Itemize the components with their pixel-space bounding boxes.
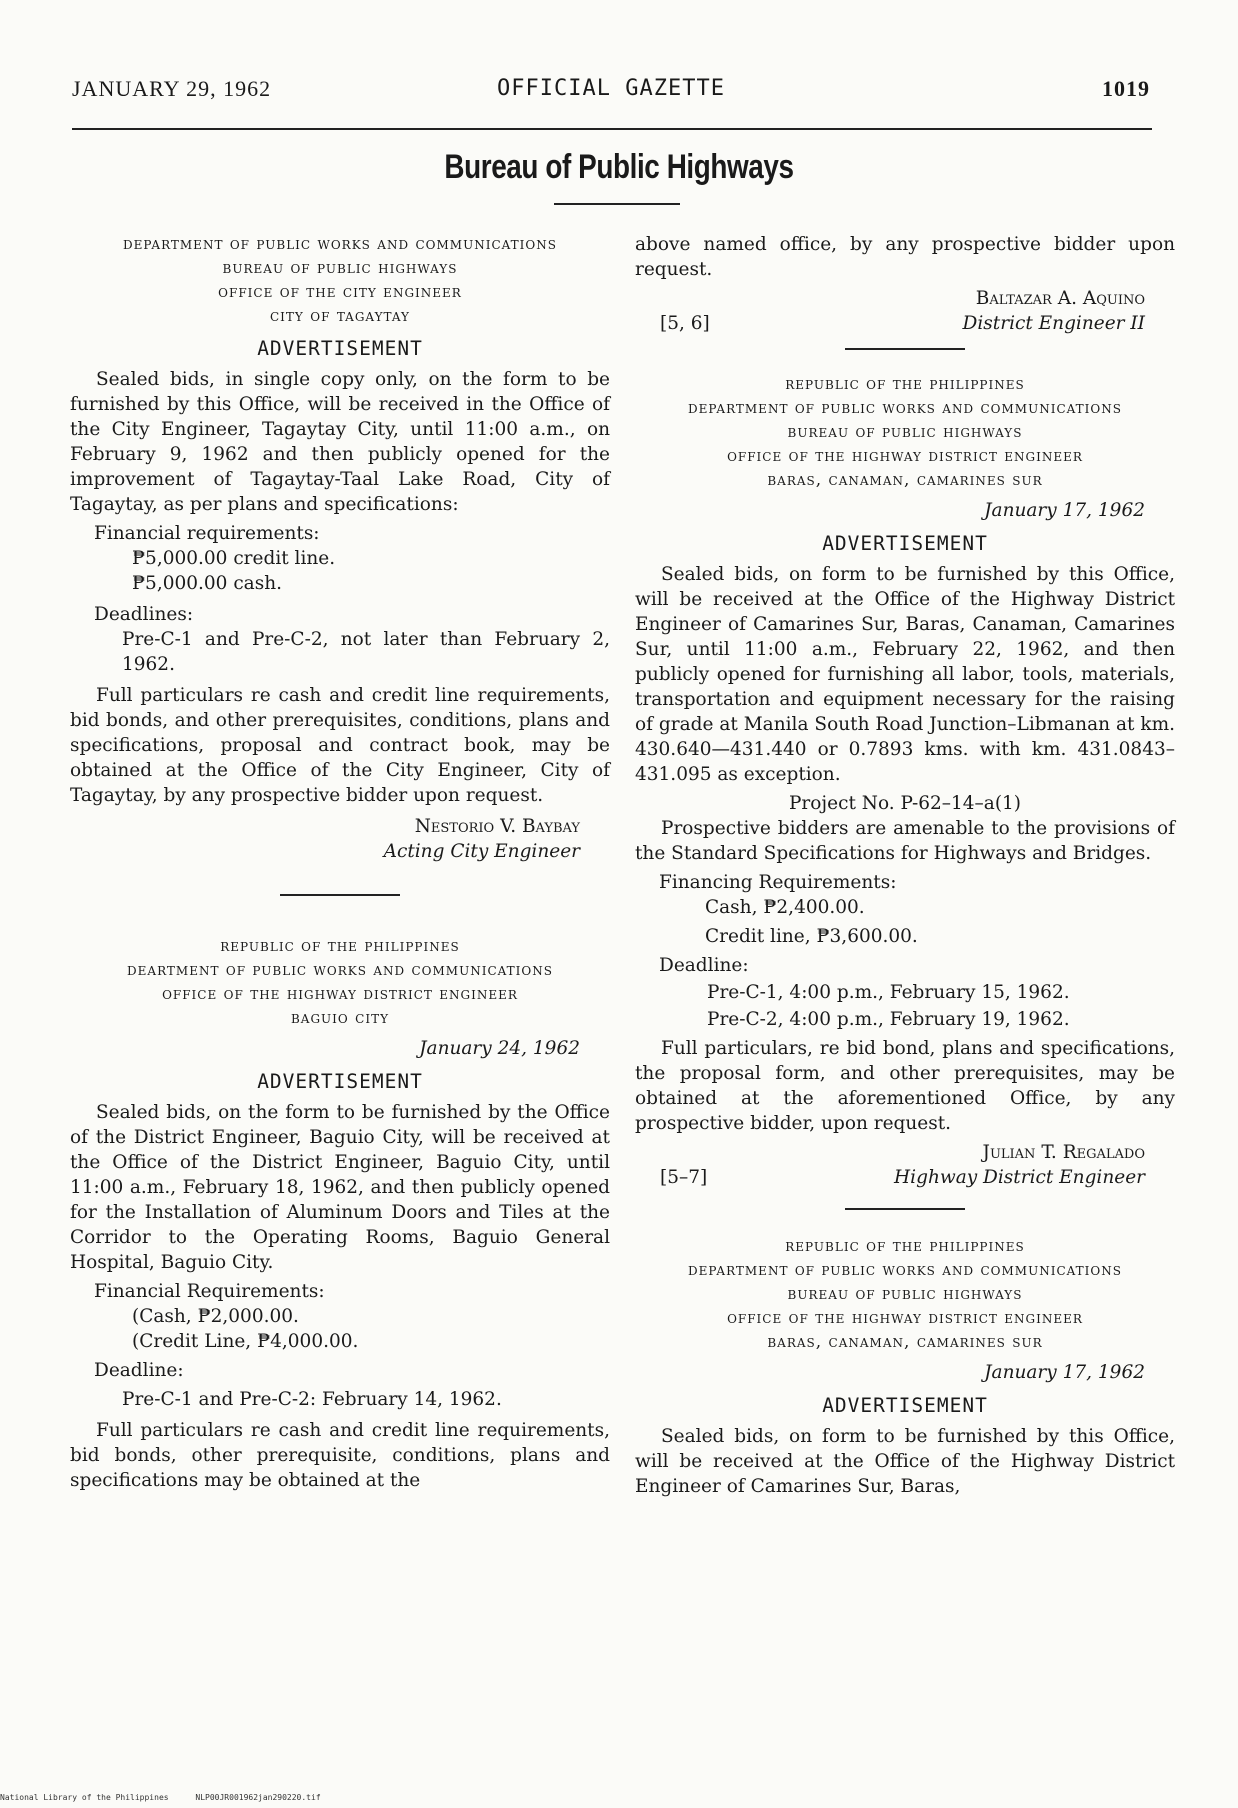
header-rule xyxy=(72,128,1152,130)
ad4-title: ADVERTISEMENT xyxy=(822,1394,988,1417)
header-date: JANUARY 29, 1962 xyxy=(72,76,272,101)
ad1-signature-name: Nestorio V. Baybay xyxy=(414,816,580,837)
ad3-financing-item: Credit line, ₱3,600.00. xyxy=(705,926,918,947)
ad3-dept-line: department of public works and communications xyxy=(688,398,1122,418)
ad2-body: Sealed bids, on the form to be furnished by the Office of the District Engineer, Baguio City, will be received at the Office of the District Engineer, Baguio City, until 11:00 a.m., February 18, 1962, and then publicly opened for the Installation of Aluminum Doors and Tiles at the Corridor to the Operating Rooms, Baguio General Hospital, Baguio City. xyxy=(70,1102,610,1273)
ad1-financial-item: ₱5,000.00 credit line. xyxy=(132,548,336,569)
ad3-financing-item: Cash, ₱2,400.00. xyxy=(705,897,865,918)
ad2-signature-line xyxy=(635,311,1175,336)
ad2-body-2: Full particulars re cash and credit line requirements, bid bonds, other prerequisite, conditions, plans and specifications may be obtained at the xyxy=(70,1420,610,1491)
ad1-dept-line: bureau of public highways xyxy=(222,258,458,278)
ad4-dept-line: office of the highway district engineer xyxy=(727,1308,1083,1328)
ad3-dept-line: bureau of public highways xyxy=(787,422,1023,442)
ad4-dept-line: bureau of public highways xyxy=(787,1284,1023,1304)
divider xyxy=(280,894,400,896)
ad2-signature-name: Baltazar A. Aquino xyxy=(975,288,1145,309)
ad2-financial-label: Financial Requirements: xyxy=(94,1281,325,1302)
ad4-dept-line: baras, canaman, camarines sur xyxy=(767,1332,1043,1352)
right-column xyxy=(635,232,1175,1503)
ad3-deadline-item: Pre-C-2, 4:00 p.m., February 19, 1962. xyxy=(707,1009,1070,1030)
footer-library: National Library of the Philippines xyxy=(0,1793,169,1802)
ad4-dept-line: department of public works and communications xyxy=(688,1260,1122,1280)
ad2-reference: [5, 6] xyxy=(660,313,710,334)
ad3-dept-line: republic of the philippines xyxy=(785,374,1025,394)
ad2-continued-body: above named office, by any prospective bidder upon request. xyxy=(635,234,1175,280)
ad1-title: ADVERTISEMENT xyxy=(257,337,423,360)
header-gazette-title: OFFICIAL GAZETTE xyxy=(497,76,725,101)
ad1-dept-line: department of public works and communications xyxy=(123,234,557,254)
ad2-financial-item: (Cash, ₱2,000.00. xyxy=(132,1306,299,1327)
header-page-number: 1019 xyxy=(1102,76,1150,101)
ad2-financial-item: (Credit Line, ₱4,000.00. xyxy=(132,1331,359,1352)
ad3-signature-name: Julian T. Regalado xyxy=(982,1142,1145,1163)
ad1-deadline-label: Deadlines: xyxy=(94,604,194,625)
ad1-financial-label: Financial requirements: xyxy=(94,523,320,544)
ad2-title: ADVERTISEMENT xyxy=(257,1070,423,1093)
ad4-date: January 17, 1962 xyxy=(984,1362,1145,1383)
ad2-department-block xyxy=(70,934,610,1030)
ad3-reference: [5–7] xyxy=(660,1167,708,1188)
ad3-dept-line: baras, canaman, camarines sur xyxy=(767,470,1043,490)
ad2-date: January 24, 1962 xyxy=(419,1038,580,1059)
section-title-rule xyxy=(554,203,680,205)
ad4-department-block xyxy=(635,1234,1175,1354)
left-column xyxy=(70,232,610,1497)
ad3-department-block xyxy=(635,372,1175,492)
divider xyxy=(845,348,965,350)
ad2-deadline-item: Pre-C-1 and Pre-C-2: February 14, 1962. xyxy=(122,1389,502,1410)
scan-footer xyxy=(0,1793,343,1802)
ad3-project-number: Project No. P-62–14–a(1) xyxy=(788,793,1022,814)
divider xyxy=(845,1208,965,1210)
section-title: Bureau of Public Highways xyxy=(444,148,794,186)
ad4-dept-line: republic of the philippines xyxy=(785,1236,1025,1256)
ad3-deadline-item: Pre-C-1, 4:00 p.m., February 15, 1962. xyxy=(707,982,1070,1003)
ad2-dept-line: baguio city xyxy=(290,1008,389,1028)
ad3-deadline-label: Deadline: xyxy=(659,955,749,976)
ad2-dept-line: office of the highway district engineer xyxy=(162,984,518,1004)
ad1-deadline-item: Pre-C-1 and Pre-C-2, not later than February 2, 1962. xyxy=(122,629,610,675)
ad2-signature-title: District Engineer II xyxy=(962,313,1145,334)
ad2-deadline-label: Deadline: xyxy=(94,1360,184,1381)
ad2-dept-line: republic of the philippines xyxy=(220,936,460,956)
ad3-body: Sealed bids, on form to be furnished by this Office, will be received at the Office of the Highway District Engineer of Camarines Sur, Baras, Canaman, Camarines Sur, until 11:00 a.m., February 22, 1962, and then publicly opened for furnishing all labor, tools, materials, transportation and equipment necessary for the raising of grade at Manila South Road Junction–Libmanan at km. 430.640—431.440 or 0.7893 kms. with km. 431.0843–431.095 as exception. xyxy=(635,564,1175,785)
ad4-body: Sealed bids, on form to be furnished by this Office, will be received at the Office of the Highway District Engineer of Camarines Sur, Baras, xyxy=(635,1426,1175,1497)
ad1-financial-item: ₱5,000.00 cash. xyxy=(132,573,283,594)
ad2-dept-line: deartment of public works and communications xyxy=(127,960,553,980)
ad3-signature-line xyxy=(635,1165,1175,1190)
ad1-dept-line: city of tagaytay xyxy=(270,306,410,326)
ad1-dept-line: office of the city engineer xyxy=(218,282,462,302)
ad3-body-2: Prospective bidders are amenable to the provisions of the Standard Specifications for Highways and Bridges. xyxy=(635,818,1175,864)
ad3-title: ADVERTISEMENT xyxy=(822,532,988,555)
ad3-financing-label: Financing Requirements: xyxy=(659,872,897,893)
ad1-body-2: Full particulars re cash and credit line requirements, bid bonds, and other prerequisites, conditions, plans and specifications, proposal and contract book, may be obtained at the Office of the City Engineer, City of Tagaytay, by any prospective bidder upon request. xyxy=(70,685,610,806)
ad3-dept-line: office of the highway district engineer xyxy=(727,446,1083,466)
ad1-body: Sealed bids, in single copy only, on the form to be furnished by this Office, will be received in the Office of the City Engineer, Tagaytay City, until 11:00 a.m., on February 9, 1962 and then publicly opened for the improvement of Tagaytay-Taal Lake Road, City of Tagaytay, as per plans and specifications: xyxy=(70,369,610,515)
footer-file: NLP00JR001962jan290220.tif xyxy=(195,1793,321,1802)
ad3-signature-title: Highway District Engineer xyxy=(894,1167,1145,1188)
ad1-signature-title: Acting City Engineer xyxy=(383,841,580,862)
ad3-date: January 17, 1962 xyxy=(984,500,1145,521)
ad1-department-block xyxy=(70,232,610,328)
ad3-body-3: Full particulars, re bid bond, plans and specifications, the proposal form, and other prerequisites, may be obtained at the aforementioned Office, by any prospective bidder, upon request. xyxy=(635,1038,1175,1134)
